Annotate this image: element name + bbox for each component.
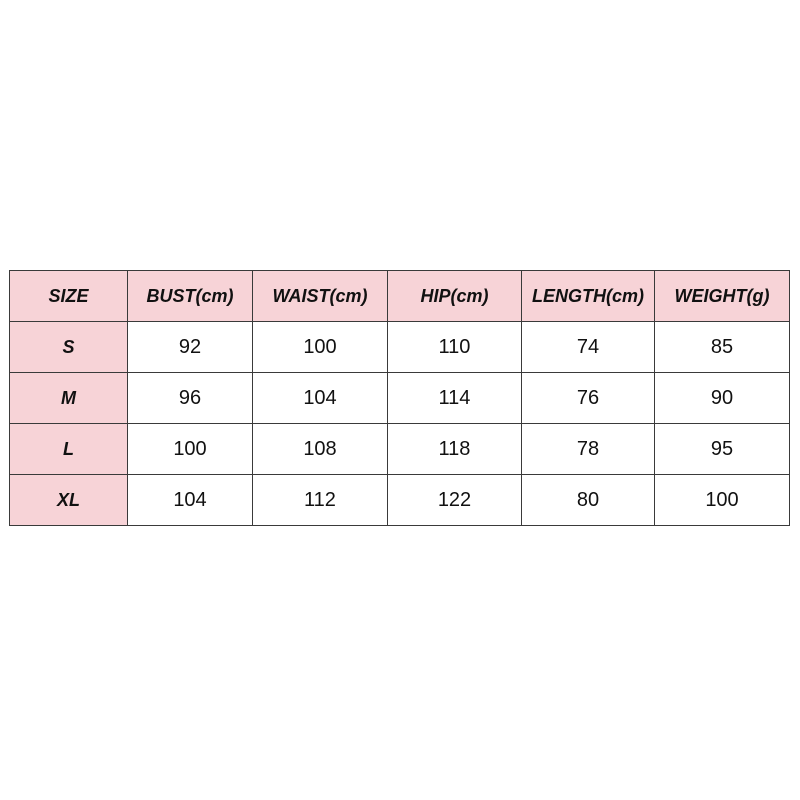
waist-value: 108 — [253, 424, 388, 475]
header-bust: BUST(cm) — [128, 271, 253, 322]
weight-value: 100 — [655, 475, 790, 526]
size-label: S — [10, 322, 128, 373]
length-value: 80 — [522, 475, 655, 526]
size-label: L — [10, 424, 128, 475]
size-chart-table — [9, 270, 790, 526]
table-row — [10, 373, 790, 424]
waist-value: 104 — [253, 373, 388, 424]
header-row — [10, 271, 790, 322]
header-size: SIZE — [10, 271, 128, 322]
table-row — [10, 322, 790, 373]
header-weight: WEIGHT(g) — [655, 271, 790, 322]
table-row — [10, 475, 790, 526]
bust-value: 92 — [128, 322, 253, 373]
waist-value: 100 — [253, 322, 388, 373]
header-length: LENGTH(cm) — [522, 271, 655, 322]
length-value: 76 — [522, 373, 655, 424]
hip-value: 114 — [388, 373, 522, 424]
bust-value: 104 — [128, 475, 253, 526]
table-row — [10, 424, 790, 475]
weight-value: 85 — [655, 322, 790, 373]
header-hip: HIP(cm) — [388, 271, 522, 322]
bust-value: 100 — [128, 424, 253, 475]
hip-value: 118 — [388, 424, 522, 475]
hip-value: 110 — [388, 322, 522, 373]
length-value: 78 — [522, 424, 655, 475]
waist-value: 112 — [253, 475, 388, 526]
hip-value: 122 — [388, 475, 522, 526]
bust-value: 96 — [128, 373, 253, 424]
size-label: M — [10, 373, 128, 424]
weight-value: 95 — [655, 424, 790, 475]
weight-value: 90 — [655, 373, 790, 424]
length-value: 74 — [522, 322, 655, 373]
size-label: XL — [10, 475, 128, 526]
header-waist: WAIST(cm) — [253, 271, 388, 322]
